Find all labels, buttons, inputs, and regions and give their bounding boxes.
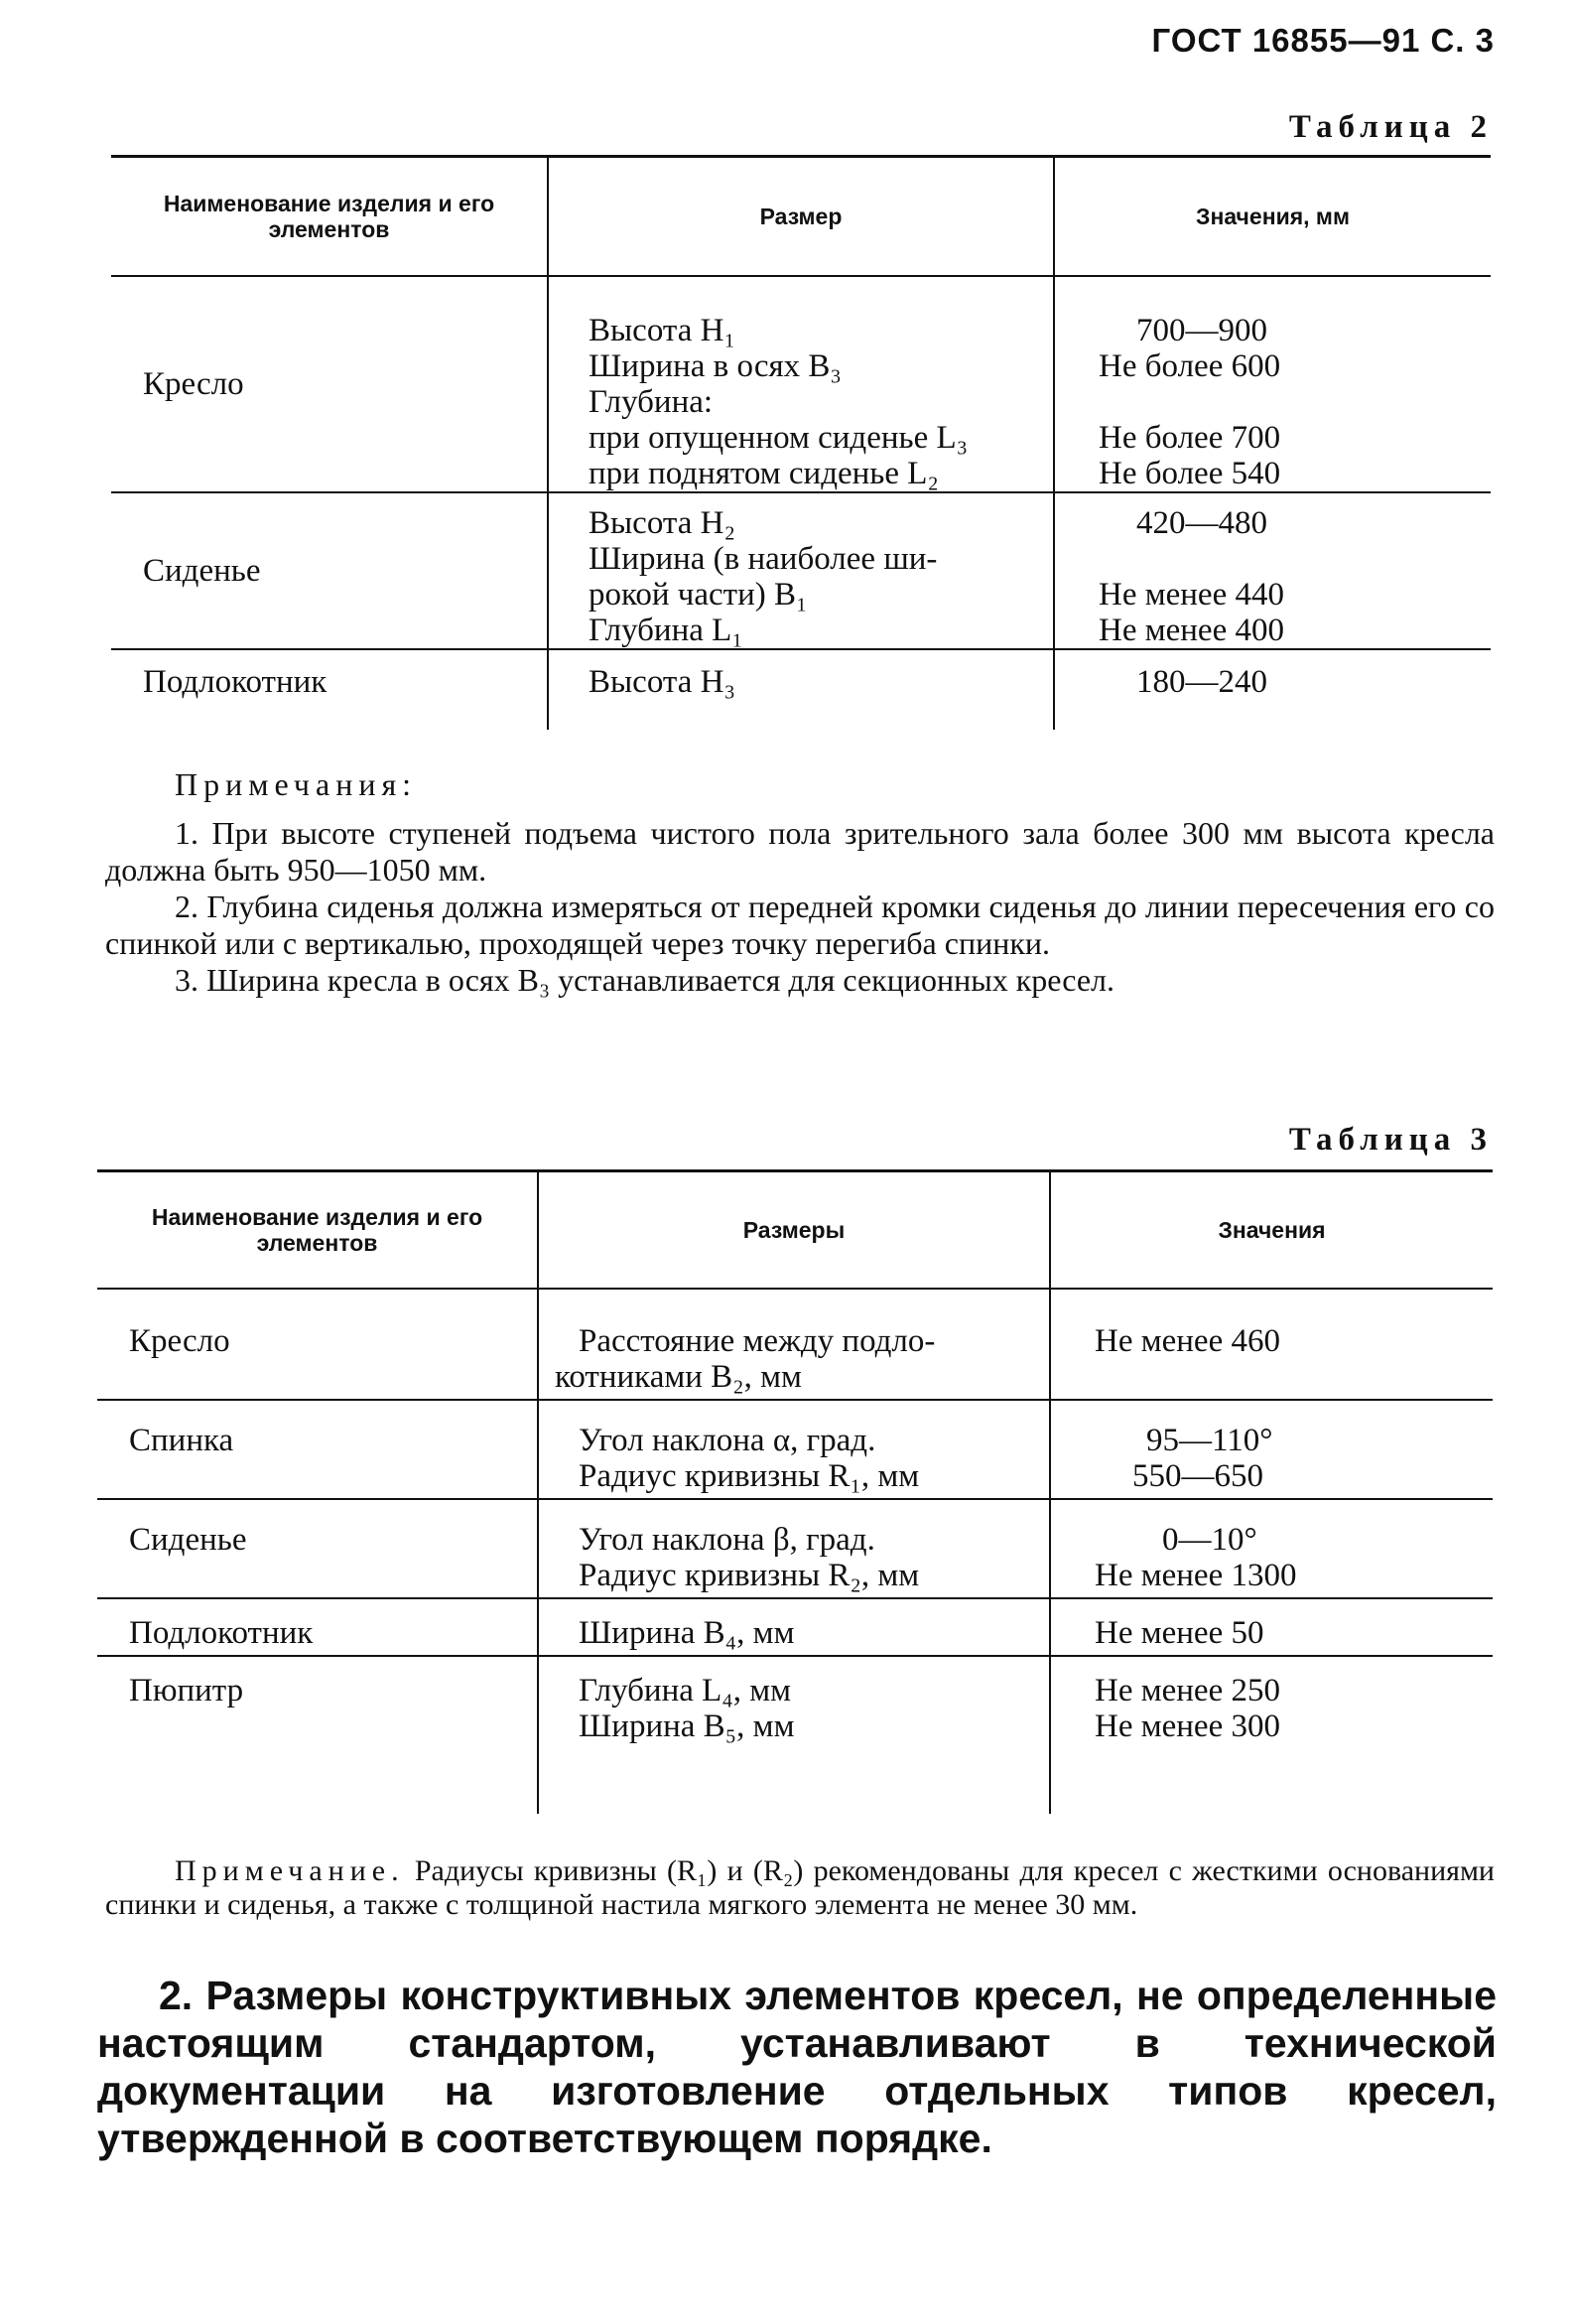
- table2-dim: при поднятом сиденье L₂: [589, 456, 939, 491]
- table3-dim: Радиус кривизны R₁, мм: [579, 1458, 920, 1494]
- table2-value: 180—240: [1136, 664, 1267, 700]
- table3-header-row: [97, 1171, 1493, 1290]
- table3-item-name: Подлокотник: [129, 1615, 314, 1651]
- note-item: 1. При высоте ступеней подъема чистого пола зрительного зала более 300 мм высота кресла должна быть 950—1050 мм.: [105, 815, 1495, 888]
- table3-dim: Угол наклона β, град.: [579, 1522, 875, 1558]
- table2-notes: [105, 766, 1495, 999]
- note-item: 3. Ширина кресла в осях B₃ устанавливается для секционных кресел.: [175, 962, 1115, 998]
- table3-dim: Расстояние между подло-: [579, 1323, 936, 1359]
- note-text: Радиусы кривизны (R₁) и (R₂) рекомендованы для кресел с жесткими основаниями спинки и сиденья, а также с толщиной настила мягкого элемента не менее 30 мм.: [105, 1854, 1495, 1921]
- table2-dim: Глубина:: [589, 384, 714, 420]
- table3-value: Не менее 1300: [1095, 1558, 1297, 1593]
- table3-item-name: Спинка: [129, 1423, 234, 1458]
- table3: [97, 1169, 1493, 1814]
- table2-dim: рокой части) B₁: [589, 577, 808, 613]
- table3-dim: Радиус кривизны R₂, мм: [579, 1558, 920, 1593]
- table2-value: [1099, 541, 1485, 577]
- table3-header-name: Наименование изделия и его элементов: [97, 1171, 538, 1290]
- table2: [111, 155, 1491, 730]
- table3-value: Не менее 50: [1095, 1615, 1264, 1651]
- table3-note: [105, 1854, 1495, 1922]
- table2-caption: Таблица 2: [1288, 109, 1493, 145]
- table3-dim: Угол наклона α, град.: [579, 1423, 876, 1458]
- table-row: [111, 649, 1491, 730]
- table-row: [111, 276, 1491, 492]
- table3-value: [1095, 1359, 1487, 1395]
- table2-dim: при опущенном сиденье L₃: [589, 420, 969, 456]
- table2-value: Не более 540: [1099, 456, 1281, 491]
- table3-value: 550—650: [1132, 1458, 1263, 1494]
- table3-caption: Таблица 3: [1288, 1122, 1493, 1158]
- table2-item-name: Сиденье: [143, 553, 261, 589]
- table2-dim: Высота H₂: [589, 505, 735, 541]
- table3-item-name: Кресло: [129, 1323, 230, 1359]
- clause-2-text: 2. Размеры конструктивных элементов кресел, не определенные настоящим стандартом, устанавливают в технической документации на изготовление отдельных типов кресел, утвержденной в соответствующем порядке.: [97, 1973, 1497, 2161]
- table-row: [97, 1289, 1493, 1400]
- notes-title: Примечания:: [175, 766, 418, 802]
- table3-dim: котниками B₂, мм: [555, 1359, 802, 1395]
- table3-header-values: Значения: [1050, 1171, 1493, 1290]
- table3-item-name: Пюпитр: [129, 1673, 244, 1709]
- table2-item-name: Кресло: [143, 366, 244, 402]
- note-item: 2. Глубина сиденья должна измеряться от передней кромки сиденья до линии пересечения его со спинкой или с вертикалью, проходящей через точку перегиба спинки.: [105, 889, 1495, 961]
- table2-header-name: Наименование изделия и его элементов: [111, 157, 548, 277]
- table2-value: Не более 600: [1099, 348, 1281, 384]
- table2-value: [1099, 384, 1485, 420]
- table3-dim: Ширина B₄, мм: [579, 1615, 795, 1651]
- table-row: [97, 1400, 1493, 1499]
- table2-value: 420—480: [1136, 505, 1267, 541]
- table3-dim: Ширина B₅, мм: [579, 1709, 795, 1744]
- table2-dim: Высота H₃: [589, 664, 735, 700]
- table3-value: Не менее 250: [1095, 1673, 1280, 1709]
- table3-value: 95—110°: [1146, 1423, 1273, 1458]
- table3-item-name: Сиденье: [129, 1522, 247, 1558]
- table-row: [97, 1598, 1493, 1656]
- table-row: [97, 1499, 1493, 1598]
- table3-header-size: Размеры: [538, 1171, 1050, 1290]
- table-row: [97, 1656, 1493, 1814]
- note-label: Примечание.: [175, 1854, 405, 1887]
- table2-header-row: [111, 157, 1491, 277]
- running-head: ГОСТ 16855—91 С. 3: [1151, 22, 1495, 59]
- table3-value: Не менее 460: [1095, 1323, 1280, 1359]
- table2-dim: Ширина (в наиболее ши-: [589, 541, 938, 577]
- table2-dim: Высота H₁: [589, 313, 735, 348]
- table2-value: Не более 700: [1099, 420, 1281, 456]
- clause-2: [97, 1972, 1497, 2162]
- table2-value: 700—900: [1136, 313, 1267, 348]
- table3-value: Не менее 300: [1095, 1709, 1280, 1744]
- table2-header-size: Размер: [548, 157, 1054, 277]
- table3-dim: Глубина L₄, мм: [579, 1673, 792, 1709]
- table2-value: Не менее 400: [1099, 613, 1284, 648]
- table2-dim: Глубина L₁: [589, 613, 743, 648]
- table2-header-values: Значения, мм: [1054, 157, 1491, 277]
- table-row: [111, 492, 1491, 649]
- table2-dim: Ширина в осях B₃: [589, 348, 842, 384]
- table3-value: 0—10°: [1162, 1522, 1257, 1558]
- table2-item-name: Подлокотник: [143, 664, 328, 700]
- table2-value: Не менее 440: [1099, 577, 1284, 613]
